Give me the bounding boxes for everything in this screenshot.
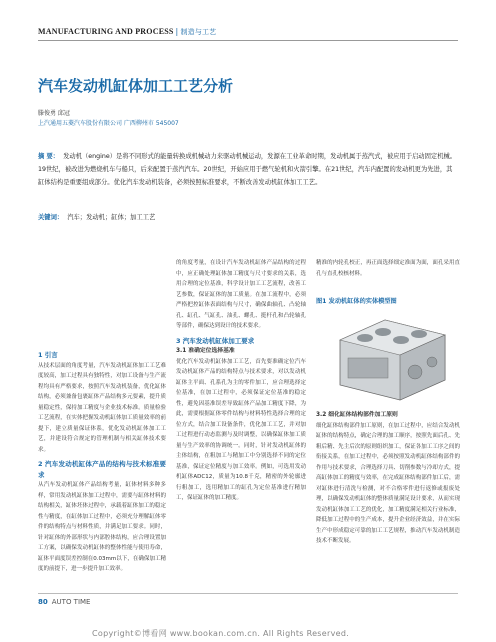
- column-2-text-2: 优化汽车发动机缸体加工工艺，首先要准确定位汽车发动机缸体产品的结构特点与技术要求，对以发动机缸体主平面、孔系孔为主的零件加工，应合理选择定位基准，在加工过程中，必须保证定位基准的稳定性，避免因基准误差导致缸体产品加工精度下降，为此，需要根据缸体零件结构与材料特性选择合理的定位方式，结合加工设备条件，优化加工工艺，并对加工过程进行动态监测与及时调整，以确保缸体加工质量与生产效率的协调统一。同时，针对发动机缸体的主体结构，在粗加工与精加工中分别选择不同的定位基准，保证定位精度与加工效率。例如，可选用发动机缸体ADC12，质量为10.8千克，精密的外轮廓进行粗加工，选用精加工的缸孔为定位基准进行精加工，保证缸体的加工精度。: [176, 358, 306, 501]
- column-2: [176, 258, 306, 590]
- section-1-title: 1 引言: [38, 351, 58, 359]
- keywords: [38, 212, 155, 221]
- journal-section-cn: 制造与工艺: [180, 28, 217, 36]
- column-3-text-1: 精准的内轮孔校正，再正面选择细定准面为面，面孔采用直孔与直孔校核材料。: [316, 260, 460, 277]
- column-3-bottom: [316, 410, 460, 590]
- engine-block-figure: [330, 310, 450, 405]
- column-2-text-1: 的角度考量，在设计汽车发动机缸体产品结构的过程中，应正确处理缸体加工精度与尺寸要求的关系，选用合理的定位基准，科学设计加工工艺流程，改善工艺参数，保证缸体的加工质量。在加工流程中，必须严格把控缸体表面结构与尺寸，确保曲轴孔、凸轮轴孔、缸孔、气缸孔、油孔、螺孔、挺杆孔和凸轮轴孔等部件，确保达到设计的技术要求。: [176, 260, 306, 329]
- column-3-top: [316, 258, 460, 279]
- keywords-text: 汽车；发动机；缸体；加工工艺: [67, 214, 156, 221]
- copyright-watermark: Copyright©博看网 www.bookan.com.cn. All Rights Reserved.: [92, 629, 350, 638]
- section-3-title: 3 汽车发动机缸体加工要求: [176, 336, 255, 345]
- footer-divider: [38, 593, 458, 594]
- journal-header: MANUFACTURING AND PROCESS | 制造与工艺: [38, 27, 217, 36]
- section-2-text: 从汽车发动机缸体产品结构考量，缸体材料多种多样，常用发动机缸体加工过程中，需要与缸体材料的结构相关，缸体坯体过程中，承载着缸体加工的稳定性与精度，在缸体加工过程中，必须充分理解缸体零件的结构特点与材料性质，并满足加工要求。同时，针对缸体的外部形状与内部腔体结构，应合理设置加工方案，以确保发动机缸体的整体性能与使用寿命，缸体平面度误差控制在0.03mm以下，在确保加工精度的前提下，进一步提升加工效率。: [38, 482, 166, 572]
- page-number: 80: [38, 598, 48, 606]
- section-1-text: 从技术层面的角度考量，汽车发动机缸体加工工艺难度较高，加工过程具有独特性，对加工设备与生产流程均具有严格要求，按照汽车发动机装备，优化缸体结构，必须兼备包裹缸体产品结构多元要素，提升质量稳定性，保持加工精度与企业技术标准。质量检验工艺流程，在实体把握发动机缸体加工质量效率的前提下，建立质量保证体系，优化发动机缸体加工工艺，并建设符合规定的管理机制与相关缸体技术要求。: [38, 362, 166, 453]
- section-2-title: 2 汽车发动机缸体产品的结构与技术标准要求: [38, 460, 166, 479]
- keywords-label: 关键词：: [38, 214, 64, 221]
- article-affiliation: 上汽通用五菱汽车股份有限公司 广西柳州市 545007: [38, 120, 179, 127]
- column-1: [38, 350, 166, 590]
- header-divider: [38, 40, 458, 41]
- section-3-1-title: 3.1 准确定位选择基准: [176, 348, 235, 354]
- section-3-2-title: 3.2 细化缸体结构部件加工原则: [316, 412, 398, 418]
- column-3-text-2: 细化缸体结构部件加工原则，在加工过程中，应结合发动机缸体的结构特点，确定合理的加工顺序，按照先面后孔、先粗后精、先主后次的原则组织加工，保证各加工工序之间的衔接关系，在加工过程中，必须按照发动机缸体结构部件的作用与技术要求，合理选择刀具、切削参数与冷却方式，提高缸体加工的精度与效率，在完成缸体结构部件加工后，需对缸体进行清洗与检测，对不合格零件进行返修或报废处理，以确保发动机缸体的整体质量满足设计要求，从而实现发动机缸体加工工艺的优化，加工精度满足相关行业标准，降低加工过程中的生产成本，提升企业经济效益，并在实际生产中形成稳定可靠的加工工艺规程，推动汽车发动机制造技术不断发展。: [316, 422, 460, 544]
- magazine-name: AUTO TIME: [51, 598, 91, 606]
- journal-name-en: MANUFACTURING AND PROCESS: [38, 27, 174, 36]
- abstract-label: 摘 要：: [38, 153, 60, 160]
- page-footer: [38, 598, 90, 606]
- abstract-text: 发动机（engine）是将不同形式的能量转换成机械动力来驱动机械运动，发源在工业革命时期，发动机属于蒸汽式，被应用于启动固定机械。19世纪，被改进为燃烧机车与船只，后来配置于蒸汽汽车。20世纪，开始应用于燃气轮机和火箭引擎。在21世纪，汽车内配置的发动机更为先进，其缸体结构是重要组成部分。优化汽车发动机装备，必须按照标准要求，不断改善发动机缸体加工工艺。: [38, 153, 457, 186]
- abstract: [38, 150, 458, 189]
- article-title: 汽车发动机缸体加工工艺分析: [38, 77, 234, 95]
- figure-caption: 图1 发动机缸体的实体模型图: [316, 298, 397, 305]
- article-authors: 滕俊勇 邱冠: [38, 110, 70, 117]
